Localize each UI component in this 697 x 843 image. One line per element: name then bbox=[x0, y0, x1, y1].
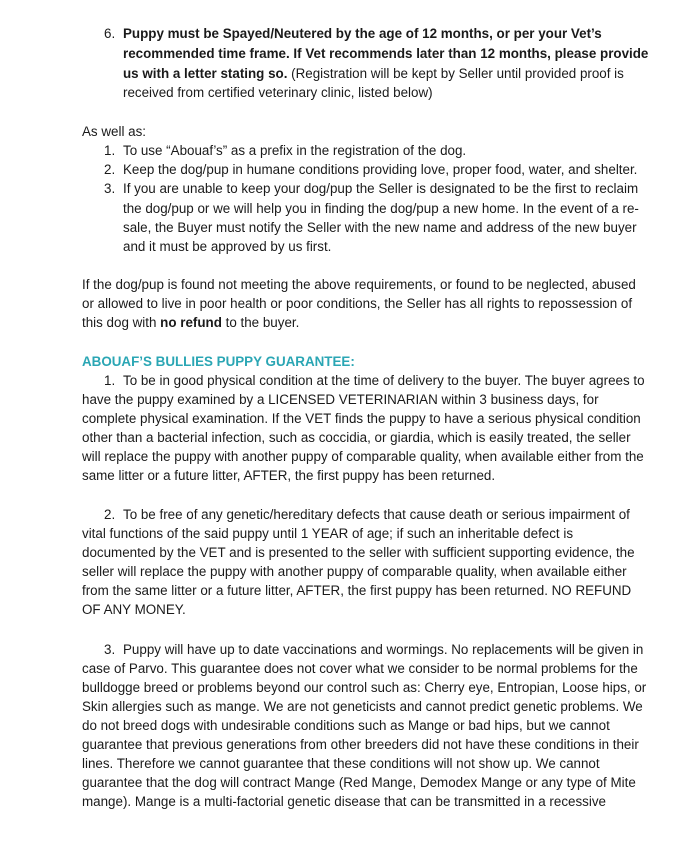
list-item-text: Keep the dog/pup in humane conditions providing love, proper food, water, and shelter. bbox=[123, 162, 638, 177]
list-item-text: and it must be approved by us first. bbox=[123, 239, 332, 254]
paragraph-line: case of Parvo. This guarantee does not cover what we consider to be normal problems for the bbox=[82, 661, 638, 676]
paragraph-line: other than a bacterial infection, such as coccidia, or giardia, which is easily treated, the seller bbox=[82, 430, 631, 445]
paragraph-line: do not breed dogs with undesirable conditions such as Mange or bad hips, but we cannot bbox=[82, 718, 610, 733]
paragraph-line: To be in good physical condition at the time of delivery to the buyer. The buyer agrees to bbox=[123, 373, 645, 388]
list-item-number: 1. bbox=[104, 143, 116, 158]
paragraph-line: seller will replace the puppy with another puppy of comparable quality, when available either bbox=[82, 564, 627, 579]
guarantee-point-number: 2. bbox=[104, 507, 116, 522]
guarantee-point-number: 1. bbox=[104, 373, 116, 388]
paragraph-line: complete physical examination. If the VET finds the puppy to have a serious physical condition bbox=[82, 411, 641, 426]
paragraph-line: lines. Therefore we cannot guarantee that these conditions will not show up. We cannot bbox=[82, 756, 600, 771]
as-well-as-intro: As well as: bbox=[82, 124, 146, 139]
paragraph-line: from the same litter or a future litter, AFTER, the first puppy has been returned. NO REFUND bbox=[82, 583, 632, 598]
paragraph-line: Skin allergies such as mange. We are not geneticists and cannot predict genetic problems. We bbox=[82, 699, 643, 714]
list-item-text: To use “Abouaf’s” as a prefix in the registration of the dog. bbox=[123, 143, 467, 158]
item-6-tail-inline: (Registration will be kept by Seller until provided proof is bbox=[287, 66, 624, 81]
item-6-bold-line: us with a letter stating so. bbox=[123, 66, 288, 81]
item-6-bold-line: Puppy must be Spayed/Neutered by the age of 12 months, or per your Vet’s bbox=[123, 26, 602, 41]
paragraph-line: guarantee that previous generations from other breeders did not have these conditions in their bbox=[82, 737, 639, 752]
paragraph-line: OF ANY MONEY. bbox=[82, 602, 186, 617]
item-6-bold-line: recommended time frame. If Vet recommends later than 12 months, please provide bbox=[123, 46, 649, 61]
item-6-mixed-line bbox=[123, 64, 624, 83]
paragraph-line: Puppy will have up to date vaccinations and wormings. No replacements will be given in bbox=[123, 642, 644, 657]
paragraph-line: To be free of any genetic/hereditary defects that cause death or serious impairment of bbox=[123, 507, 630, 522]
list-item-text: If you are unable to keep your dog/pup the Seller is designated to be the first to reclaim bbox=[123, 181, 639, 196]
paragraph-line: guarantee that the dog will contract Mange (Red Mange, Demodex Mange or any type of Mite bbox=[82, 775, 636, 790]
paragraph-line bbox=[82, 313, 299, 332]
paragraph-line: If the dog/pup is found not meeting the above requirements, or found to be neglected, abused bbox=[82, 277, 636, 292]
paragraph-line: documented by the VET and is presented to the seller with sufficient supporting evidence, the bbox=[82, 545, 635, 560]
guarantee-heading: ABOUAF’S BULLIES PUPPY GUARANTEE: bbox=[82, 354, 355, 369]
item-6-tail-line: received from certified veterinary clinic, listed below) bbox=[123, 85, 433, 100]
no-refund-emphasis: no refund bbox=[160, 315, 222, 330]
list-item-number: 2. bbox=[104, 162, 116, 177]
paragraph-line: vital functions of the said puppy until 1 YEAR of age; if such an inheritable defect is bbox=[82, 526, 574, 541]
paragraph-line: will replace the puppy with another puppy of comparable quality, when available either from the bbox=[82, 449, 644, 464]
item-6-number: 6. bbox=[104, 26, 116, 41]
text-run: to the buyer. bbox=[221, 315, 300, 330]
list-item-text: the dog/pup or we will help you in finding the dog/pup a new home. In the event of a re- bbox=[123, 201, 639, 216]
paragraph-line: or allowed to live in poor health or poor conditions, the Seller has all rights to repossession of bbox=[82, 296, 633, 311]
guarantee-point-number: 3. bbox=[104, 642, 116, 657]
list-item-text: sale, the Buyer must notify the Seller with the new name and address of the new buyer bbox=[123, 220, 637, 235]
paragraph-line: mange). Mange is a multi-factorial genetic disease that can be transmitted in a recessive bbox=[82, 794, 606, 809]
paragraph-line: same litter or a future litter, AFTER, the first puppy has been returned. bbox=[82, 468, 496, 483]
text-run: this dog with bbox=[82, 315, 161, 330]
paragraph-line: bulldogge breed or problems beyond our control such as: Cherry eye, Entropian, Loose hips, or bbox=[82, 680, 647, 695]
paragraph-line: have the puppy examined by a LICENSED VETERINARIAN within 3 business days, for bbox=[82, 392, 599, 407]
list-item-number: 3. bbox=[104, 181, 116, 196]
